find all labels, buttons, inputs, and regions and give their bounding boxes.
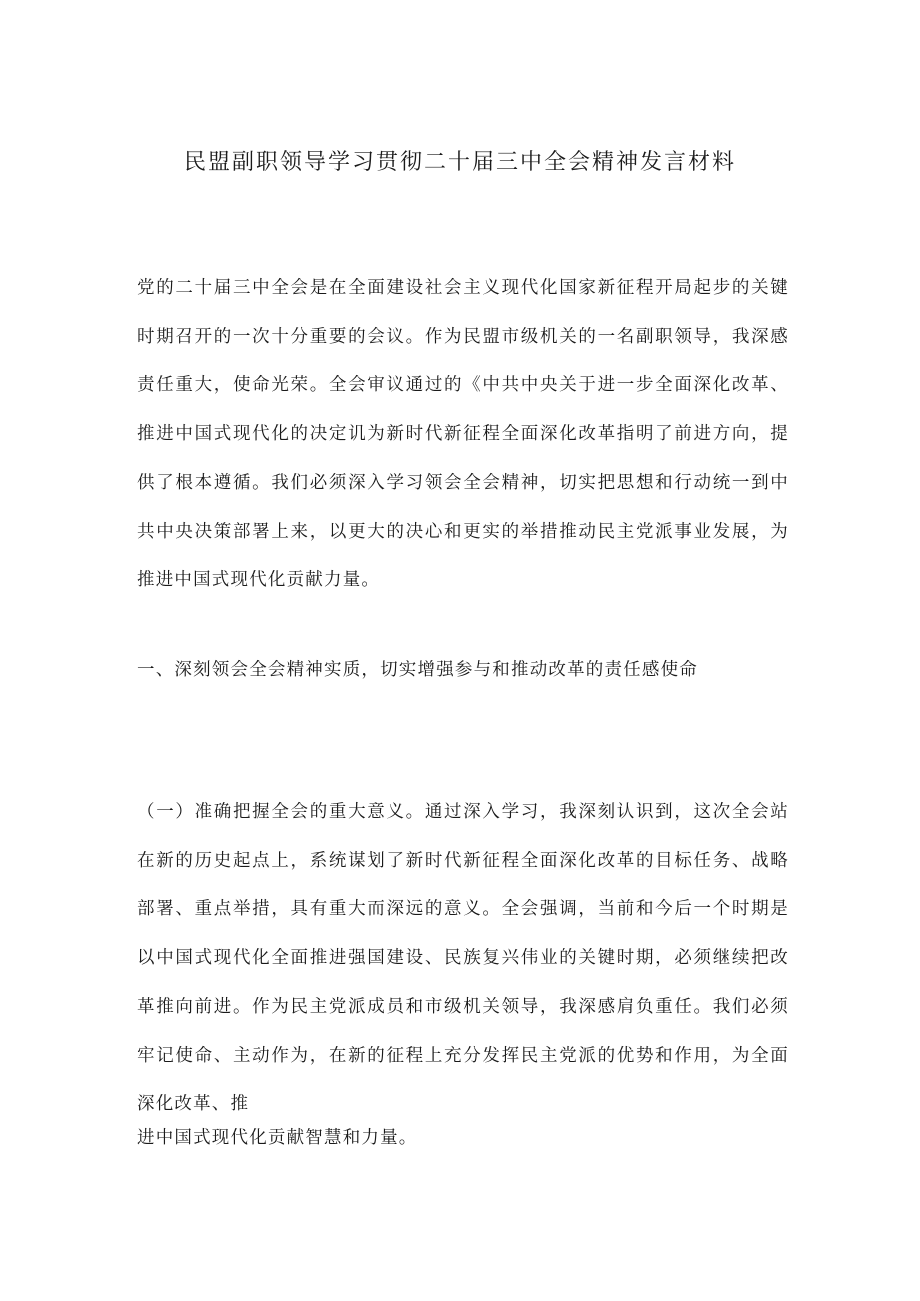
subsection-paragraph: （一）准确把握全会的重大意义。通过深入学习，我深刻认识到，这次全会站在新的历史起点上，系统谋划了新时代新征程全面深化改革的目标任务、战略部署、重点举措，具有重大而深远的意义。全会强调，当前和今后一个时期是以中国式现代化全面推进强国建设、民族复兴伟业的关键时期，必须继续把改革推向前进。作为民主党派成员和市级机关领导，我深感肩负重任。我们必须牢记使命、主动作为，在新的征程上充分发挥民主党派的优势和作用，为全面深化改革、推 [137,802,789,1115]
intro-paragraph: 党的二十届三中全会是在全面建设社会主义现代化国家新征程开局起步的关键时期召开的一次十分重要的会议。作为民盟市级机关的一名副职领导，我深感责任重大，使命光荣。全会审议通过的《中共中央关于进一步全面深化改革、推进中国式现代化的决定讥为新时代新征程全面深化改革指明了前进方向，提供了根本遵循。我们必须深入学习领会全会精神，切实把思想和行动统一到中共中央决策部署上来，以更大的决心和更实的举措推动民主党派事业发展，为推进中国式现代化贡献力量。 [137,278,789,591]
subsection-paragraph-tail: 进中国式现代化贡献智慧和力量。 [137,1127,418,1148]
section-heading: 一、深刻领会全会精神实质，切实增强参与和推动改革的责任感使命 [137,660,698,680]
document-title: 民盟副职领导学习贯彻二十届三中全会精神发言材料 [183,150,736,175]
subsection-paragraph-block [137,788,789,1153]
